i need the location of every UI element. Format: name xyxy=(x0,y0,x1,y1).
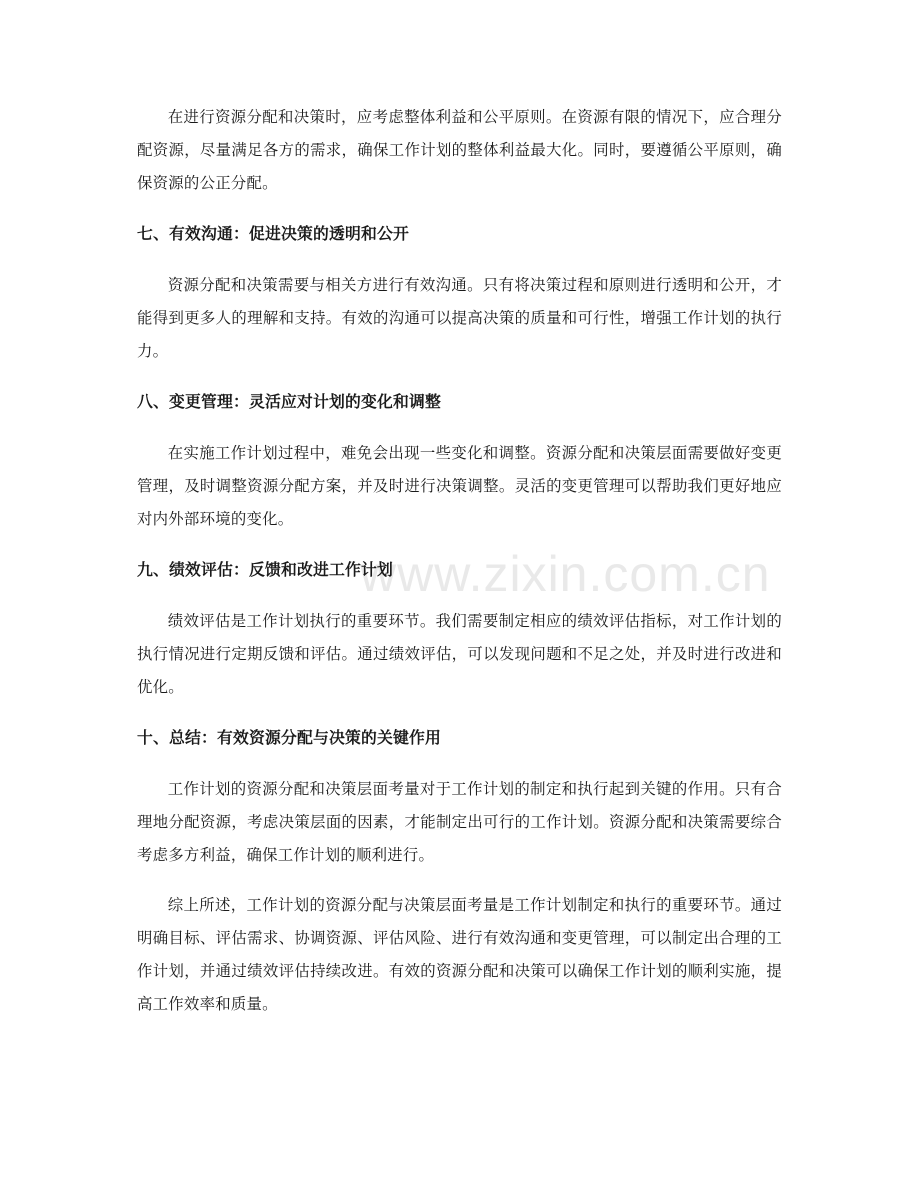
paragraph-change-management: 在实施工作计划过程中，难免会出现一些变化和调整。资源分配和决策层面需要做好变更管理，及时调整资源分配方案，并及时进行决策调整。灵活的变更管理可以帮助我们更好地应对内外部环境的变化。 xyxy=(137,444,782,528)
paragraph-fairness: 在进行资源分配和决策时，应考虑整体利益和公平原则。在资源有限的情况下，应合理分配资源，尽量满足各方的需求，确保工作计划的整体利益最大化。同时，要遵循公平原则，确保资源的公正分配。 xyxy=(137,108,782,192)
heading-communication: 七、有效沟通：促进决策的透明和公开 xyxy=(137,224,409,243)
paragraph-summary: 工作计划的资源分配和决策层面考量对于工作计划的制定和执行起到关键的作用。只有合理地分配资源，考虑决策层面的因素，才能制定出可行的工作计划。资源分配和决策需要综合考虑多方利益，确保工作计划的顺利进行。 xyxy=(137,780,782,864)
paragraph-performance-evaluation: 绩效评估是工作计划执行的重要环节。我们需要制定相应的绩效评估指标，对工作计划的执行情况进行定期反馈和评估。通过绩效评估，可以发现问题和不足之处，并及时进行改进和优化。 xyxy=(137,612,782,696)
paragraph-communication: 资源分配和决策需要与相关方进行有效沟通。只有将决策过程和原则进行透明和公开，才能得到更多人的理解和支持。有效的沟通可以提高决策的质量和可行性，增强工作计划的执行力。 xyxy=(137,276,782,360)
paragraph-conclusion: 综上所述，工作计划的资源分配与决策层面考量是工作计划制定和执行的重要环节。通过明确目标、评估需求、协调资源、评估风险、进行有效沟通和变更管理，可以制定出合理的工作计划，并通过绩效评估持续改进。有效的资源分配和决策可以确保工作计划的顺利实施，提高工作效率和质量。 xyxy=(137,896,782,1013)
heading-summary: 十、总结：有效资源分配与决策的关键作用 xyxy=(137,728,441,747)
heading-change-management: 八、变更管理：灵活应对计划的变化和调整 xyxy=(137,392,441,411)
document-body xyxy=(137,101,782,1021)
watermark: www.zixin.com.cn xyxy=(360,546,771,602)
heading-performance-evaluation: 九、绩效评估：反馈和改进工作计划 xyxy=(137,560,393,579)
